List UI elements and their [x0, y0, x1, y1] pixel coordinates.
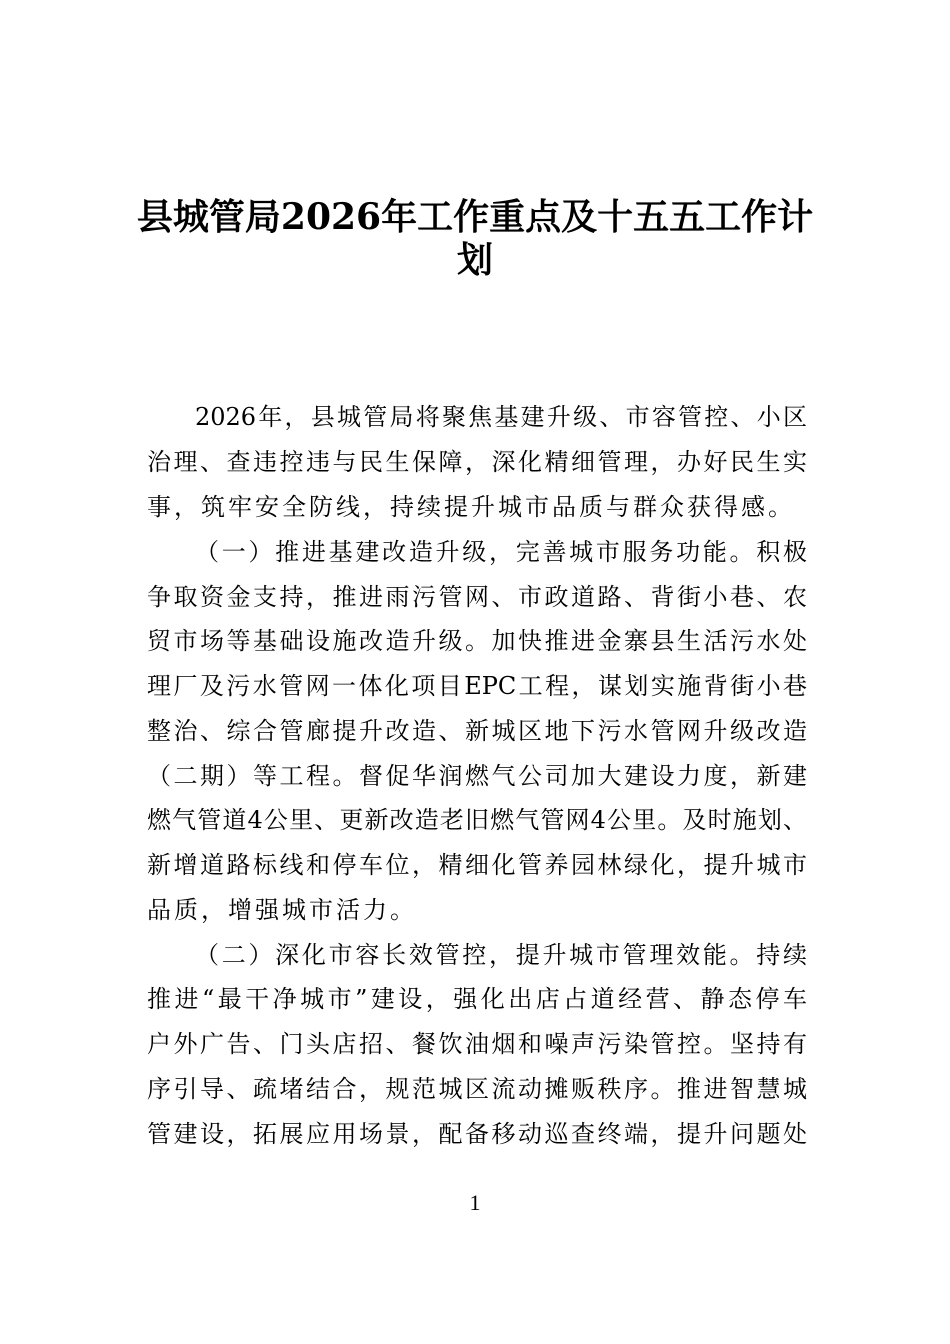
document-title-line-2: 划: [456, 239, 493, 281]
body-line-15: 户外广告、门头店招、餐饮油烟和噪声污染管控。坚持有: [147, 1030, 807, 1058]
body-line-17: 管建设，拓展应用场景，配备移动巡查终端，提升问题处: [147, 1120, 807, 1148]
body-line-16: 序引导、疏堵结合，规范城区流动摊贩秩序。推进智慧城: [147, 1075, 807, 1103]
body-line-7: 理厂及污水管网一体化项目EPC工程，谋划实施背街小巷: [147, 672, 807, 700]
body-line-8: 整治、综合管廊提升改造、新城区地下污水管网升级改造: [147, 717, 807, 745]
body-line-11: 新增道路标线和停车位，精细化管养园林绿化，提升城市: [147, 851, 807, 879]
body-line-4: （一）推进基建改造升级，完善城市服务功能。积极: [195, 538, 807, 566]
body-line-14: 推进“最干净城市”建设，强化出店占道经营、静态停车: [147, 985, 807, 1013]
body-line-2: 治理、查违控违与民生保障，深化精细管理，办好民生实: [147, 448, 807, 476]
document-title-line-1: 县城管局2026年工作重点及十五五工作计: [136, 196, 814, 238]
body-line-13: （二）深化市容长效管控，提升城市管理效能。持续: [195, 941, 807, 969]
body-line-3: 事，筑牢安全防线，持续提升城市品质与群众获得感。: [147, 493, 795, 521]
body-line-5: 争取资金支持，推进雨污管网、市政道路、背街小巷、农: [147, 583, 807, 611]
body-line-9: （二期）等工程。督促华润燃气公司加大建设力度，新建: [147, 762, 807, 790]
body-line-6: 贸市场等基础设施改造升级。加快推进金寨县生活污水处: [147, 627, 807, 655]
body-line-12: 品质，增强城市活力。: [147, 896, 417, 924]
body-line-1: 2026年，县城管局将聚焦基建升级、市容管控、小区: [195, 403, 807, 431]
page-number: 1: [469, 1190, 481, 1215]
body-line-10: 燃气管道4公里、更新改造老旧燃气管网4公里。及时施划、: [147, 806, 807, 834]
